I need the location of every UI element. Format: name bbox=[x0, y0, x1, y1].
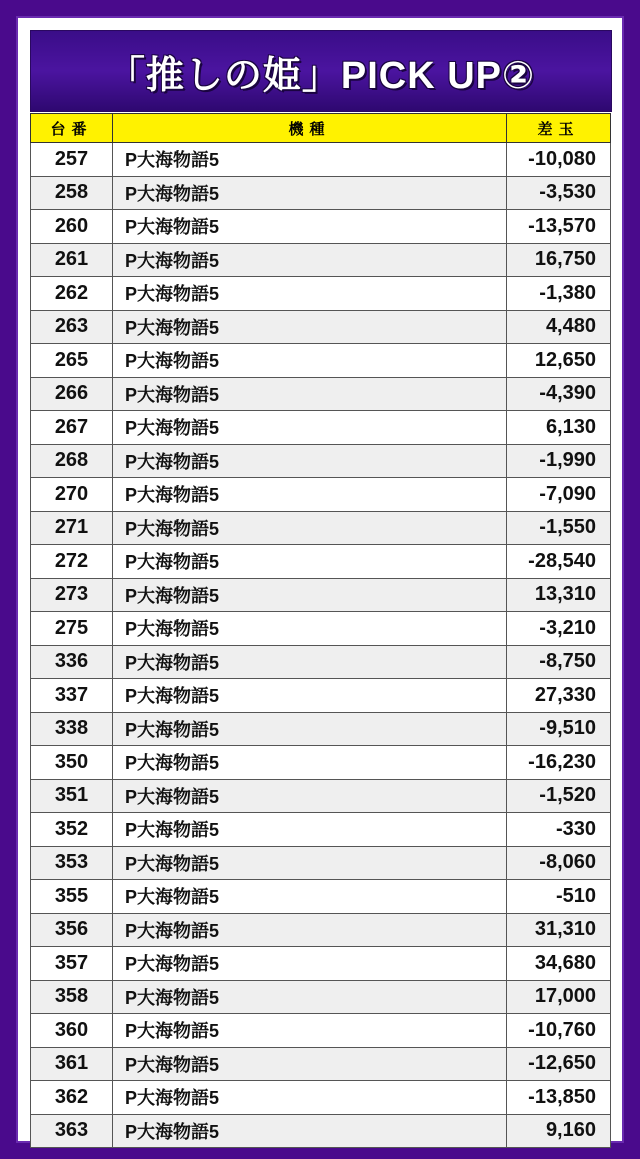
diff-cell: 6,130 bbox=[507, 411, 611, 445]
machine-number-cell: 337 bbox=[31, 679, 113, 713]
table-row bbox=[31, 645, 611, 679]
table-row bbox=[31, 411, 611, 445]
table-row bbox=[31, 679, 611, 713]
machine-number-cell: 336 bbox=[31, 645, 113, 679]
table-row bbox=[31, 880, 611, 914]
diff-cell: -10,760 bbox=[507, 1014, 611, 1048]
machine-number-cell: 356 bbox=[31, 913, 113, 947]
model-cell: P大海物語5 bbox=[113, 1047, 507, 1081]
diff-cell: -16,230 bbox=[507, 746, 611, 780]
header-diff: 差玉 bbox=[507, 114, 611, 143]
model-cell: P大海物語5 bbox=[113, 645, 507, 679]
machine-number-cell: 338 bbox=[31, 712, 113, 746]
table-row bbox=[31, 210, 611, 244]
model-cell: P大海物語5 bbox=[113, 813, 507, 847]
diff-cell: -1,550 bbox=[507, 511, 611, 545]
model-cell: P大海物語5 bbox=[113, 880, 507, 914]
table-row bbox=[31, 478, 611, 512]
machine-number-cell: 267 bbox=[31, 411, 113, 445]
diff-cell: -3,530 bbox=[507, 176, 611, 210]
model-cell: P大海物語5 bbox=[113, 176, 507, 210]
diff-cell: -12,650 bbox=[507, 1047, 611, 1081]
table-row bbox=[31, 1114, 611, 1148]
table-row bbox=[31, 746, 611, 780]
table-row bbox=[31, 846, 611, 880]
table-row bbox=[31, 444, 611, 478]
machine-number-cell: 272 bbox=[31, 545, 113, 579]
model-cell: P大海物語5 bbox=[113, 243, 507, 277]
model-cell: P大海物語5 bbox=[113, 1014, 507, 1048]
table-row bbox=[31, 612, 611, 646]
machine-number-cell: 362 bbox=[31, 1081, 113, 1115]
model-cell: P大海物語5 bbox=[113, 310, 507, 344]
model-cell: P大海物語5 bbox=[113, 210, 507, 244]
machine-number-cell: 268 bbox=[31, 444, 113, 478]
results-table bbox=[30, 113, 611, 1148]
model-cell: P大海物語5 bbox=[113, 511, 507, 545]
diff-cell: 12,650 bbox=[507, 344, 611, 378]
model-cell: P大海物語5 bbox=[113, 779, 507, 813]
diff-cell: -10,080 bbox=[507, 143, 611, 177]
title-banner bbox=[30, 30, 612, 112]
table-row bbox=[31, 310, 611, 344]
machine-number-cell: 271 bbox=[31, 511, 113, 545]
machine-number-cell: 258 bbox=[31, 176, 113, 210]
table-body bbox=[31, 143, 611, 1148]
table-row bbox=[31, 545, 611, 579]
diff-cell: 16,750 bbox=[507, 243, 611, 277]
diff-cell: 9,160 bbox=[507, 1114, 611, 1148]
diff-cell: -1,380 bbox=[507, 277, 611, 311]
machine-number-cell: 360 bbox=[31, 1014, 113, 1048]
machine-number-cell: 355 bbox=[31, 880, 113, 914]
model-cell: P大海物語5 bbox=[113, 344, 507, 378]
diff-cell: -28,540 bbox=[507, 545, 611, 579]
model-cell: P大海物語5 bbox=[113, 545, 507, 579]
page-frame bbox=[18, 18, 622, 1141]
diff-cell: -510 bbox=[507, 880, 611, 914]
machine-number-cell: 351 bbox=[31, 779, 113, 813]
model-cell: P大海物語5 bbox=[113, 377, 507, 411]
model-cell: P大海物語5 bbox=[113, 411, 507, 445]
model-cell: P大海物語5 bbox=[113, 1081, 507, 1115]
table-row bbox=[31, 1014, 611, 1048]
table-row bbox=[31, 813, 611, 847]
table-row bbox=[31, 1081, 611, 1115]
model-cell: P大海物語5 bbox=[113, 444, 507, 478]
diff-cell: -1,990 bbox=[507, 444, 611, 478]
diff-cell: 27,330 bbox=[507, 679, 611, 713]
diff-cell: 13,310 bbox=[507, 578, 611, 612]
machine-number-cell: 263 bbox=[31, 310, 113, 344]
page-title: 「推しの姫」PICK UP② bbox=[106, 54, 536, 97]
machine-number-cell: 358 bbox=[31, 980, 113, 1014]
diff-cell: 31,310 bbox=[507, 913, 611, 947]
model-cell: P大海物語5 bbox=[113, 846, 507, 880]
machine-number-cell: 361 bbox=[31, 1047, 113, 1081]
machine-number-cell: 275 bbox=[31, 612, 113, 646]
table-row bbox=[31, 176, 611, 210]
model-cell: P大海物語5 bbox=[113, 679, 507, 713]
table-row bbox=[31, 578, 611, 612]
diff-cell: 34,680 bbox=[507, 947, 611, 981]
model-cell: P大海物語5 bbox=[113, 612, 507, 646]
machine-number-cell: 265 bbox=[31, 344, 113, 378]
diff-cell: -8,060 bbox=[507, 846, 611, 880]
machine-number-cell: 273 bbox=[31, 578, 113, 612]
model-cell: P大海物語5 bbox=[113, 980, 507, 1014]
header-model: 機種 bbox=[113, 114, 507, 143]
diff-cell: 4,480 bbox=[507, 310, 611, 344]
machine-number-cell: 260 bbox=[31, 210, 113, 244]
model-cell: P大海物語5 bbox=[113, 143, 507, 177]
machine-number-cell: 350 bbox=[31, 746, 113, 780]
machine-number-cell: 352 bbox=[31, 813, 113, 847]
machine-number-cell: 353 bbox=[31, 846, 113, 880]
table-row bbox=[31, 143, 611, 177]
table-row bbox=[31, 980, 611, 1014]
diff-cell: -9,510 bbox=[507, 712, 611, 746]
table-header-row bbox=[31, 114, 611, 143]
table-row bbox=[31, 947, 611, 981]
header-machine-no: 台番 bbox=[31, 114, 113, 143]
table-row bbox=[31, 712, 611, 746]
diff-cell: 17,000 bbox=[507, 980, 611, 1014]
diff-cell: -1,520 bbox=[507, 779, 611, 813]
machine-number-cell: 363 bbox=[31, 1114, 113, 1148]
table-row bbox=[31, 344, 611, 378]
diff-cell: -330 bbox=[507, 813, 611, 847]
diff-cell: -3,210 bbox=[507, 612, 611, 646]
model-cell: P大海物語5 bbox=[113, 277, 507, 311]
table-row bbox=[31, 511, 611, 545]
table-row bbox=[31, 913, 611, 947]
table-row bbox=[31, 779, 611, 813]
table-row bbox=[31, 377, 611, 411]
machine-number-cell: 270 bbox=[31, 478, 113, 512]
diff-cell: -13,570 bbox=[507, 210, 611, 244]
model-cell: P大海物語5 bbox=[113, 947, 507, 981]
model-cell: P大海物語5 bbox=[113, 578, 507, 612]
diff-cell: -7,090 bbox=[507, 478, 611, 512]
model-cell: P大海物語5 bbox=[113, 913, 507, 947]
machine-number-cell: 257 bbox=[31, 143, 113, 177]
machine-number-cell: 262 bbox=[31, 277, 113, 311]
table-row bbox=[31, 243, 611, 277]
model-cell: P大海物語5 bbox=[113, 478, 507, 512]
table-row bbox=[31, 277, 611, 311]
model-cell: P大海物語5 bbox=[113, 746, 507, 780]
diff-cell: -13,850 bbox=[507, 1081, 611, 1115]
diff-cell: -8,750 bbox=[507, 645, 611, 679]
machine-number-cell: 261 bbox=[31, 243, 113, 277]
model-cell: P大海物語5 bbox=[113, 712, 507, 746]
machine-number-cell: 266 bbox=[31, 377, 113, 411]
table-row bbox=[31, 1047, 611, 1081]
model-cell: P大海物語5 bbox=[113, 1114, 507, 1148]
diff-cell: -4,390 bbox=[507, 377, 611, 411]
machine-number-cell: 357 bbox=[31, 947, 113, 981]
